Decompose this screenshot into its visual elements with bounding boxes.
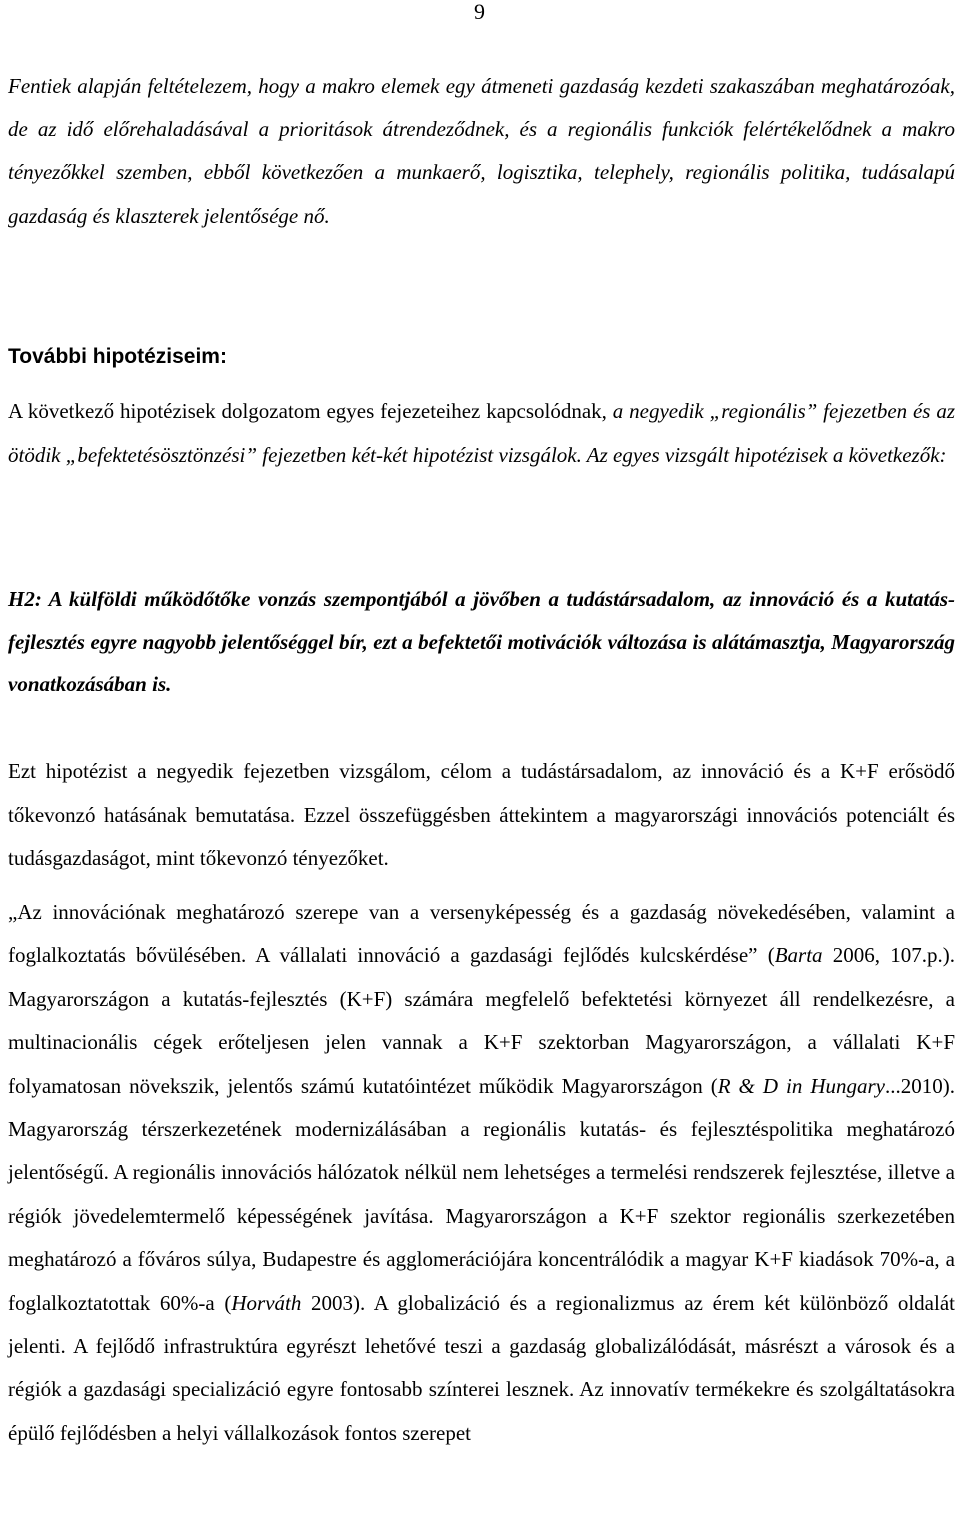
- innovation-text-1: „Az innovációnak meghatározó szerepe van a versenyképesség és a gazdaság növekedésében, valamint a foglalkoztatás bővülésében. A vállalati innováció a gazdasági fejlődés kulcskérdése” (: [8, 900, 955, 968]
- intro-paragraph: Fentiek alapján feltételezem, hogy a makro elemek egy átmeneti gazdaság kezdeti szakaszában meghatározóak, de az idő előrehaladásával a prioritások átrendeződnek, és a regionális funkciók felértékelődnek a makro tényezőkkel szemben, ebből következően a munkaerő, logisztika, telephely, regionális politika, tudásalapú gazdaság és klaszterek jelentősége nő.: [8, 74, 955, 228]
- hypotheses-list-intro: Az egyes vizsgált hipotézisek a következők:: [581, 442, 947, 467]
- page-number: 9: [474, 0, 485, 24]
- citation-author-barta: Barta: [774, 943, 823, 968]
- innovation-paragraph: [8, 891, 955, 1455]
- section-heading: További hipotéziseim:: [8, 345, 227, 368]
- hypotheses-intro-text: A következő hipotézisek dolgozatom egyes fejezeteihez kapcsolódnak,: [8, 399, 613, 423]
- hypothesis-h2: H2: A külföldi működőtőke vonzás szempontjából a jövőben a tudástársadalom, az innováció és a kutatás-fejlesztés egyre nagyobb jelentőséggel bír, ezt a befektetői motivációk változása is alátámasztja, Magyarország vonatkozásában is.: [8, 587, 955, 696]
- hypotheses-chapters-text: a negyedik „regionális” fejezetben és az ötödik „befektetésösztönzési” fejezetben két-két hipotézist vizsgálok.: [8, 399, 955, 467]
- innovation-text-2: 2006, 107.p.). Magyarországon a kutatás-fejlesztés (K+F) számára megfelelő befektetési környezet áll rendelkezésre, a multinacionális cégek erőteljesen jelen vannak a K+F szektorban Magyarországon, a vállalati K+F folyamatosan növekszik, jelentős számú kutatóintézet működik Magyarországon (: [8, 943, 955, 1098]
- citation-source-rd-hungary: R & D in Hungary: [717, 1073, 886, 1098]
- citation-author-horvath: Horváth: [231, 1290, 302, 1315]
- innovation-text-4: 2003). A globalizáció és a regionalizmus az érem két különböző oldalát jelenti. A fejlődő infrastruktúra egyrészt lehetővé teszi a gazdaság globalizálódását, másrészt a városok és a régiók a gazdasági specializáció egyre fontosabb színterei lesznek. Az innovatív termékekre és szolgáltatásokra épülő fejlődésben a helyi vállalkozások fontos szerepet: [8, 1290, 955, 1445]
- hypothesis-explanation-paragraph: Ezt hipotézist a negyedik fejezetben vizsgálom, célom a tudástársadalom, az innováció és a K+F erősödő tőkevonzó hatásának bemutatása. Ezzel összefüggésben áttekintem a magyarországi innovációs potenciált és tudásgazdaságot, mint tőkevonzó tényezőket.: [8, 759, 955, 870]
- hypotheses-intro-paragraph: [8, 390, 955, 477]
- innovation-text-3: ...2010). Magyarország térszerkezetének modernizálásában a regionális kutatás- és fejlesztéspolitika meghatározó jelentőségű. A regionális innovációs hálózatok nélkül nem lehetséges a termelési rendszerek fejlesztése, illetve a régiók jövedelemtermelő képességének javítása. Magyarországon a K+F szektor regionális szerkezetében meghatározó a főváros súlya, Budapestre és agglomerációjára koncentrálódik a magyar K+F kiadások 70%-a, a foglalkoztatottak 60%-a (: [8, 1073, 956, 1315]
